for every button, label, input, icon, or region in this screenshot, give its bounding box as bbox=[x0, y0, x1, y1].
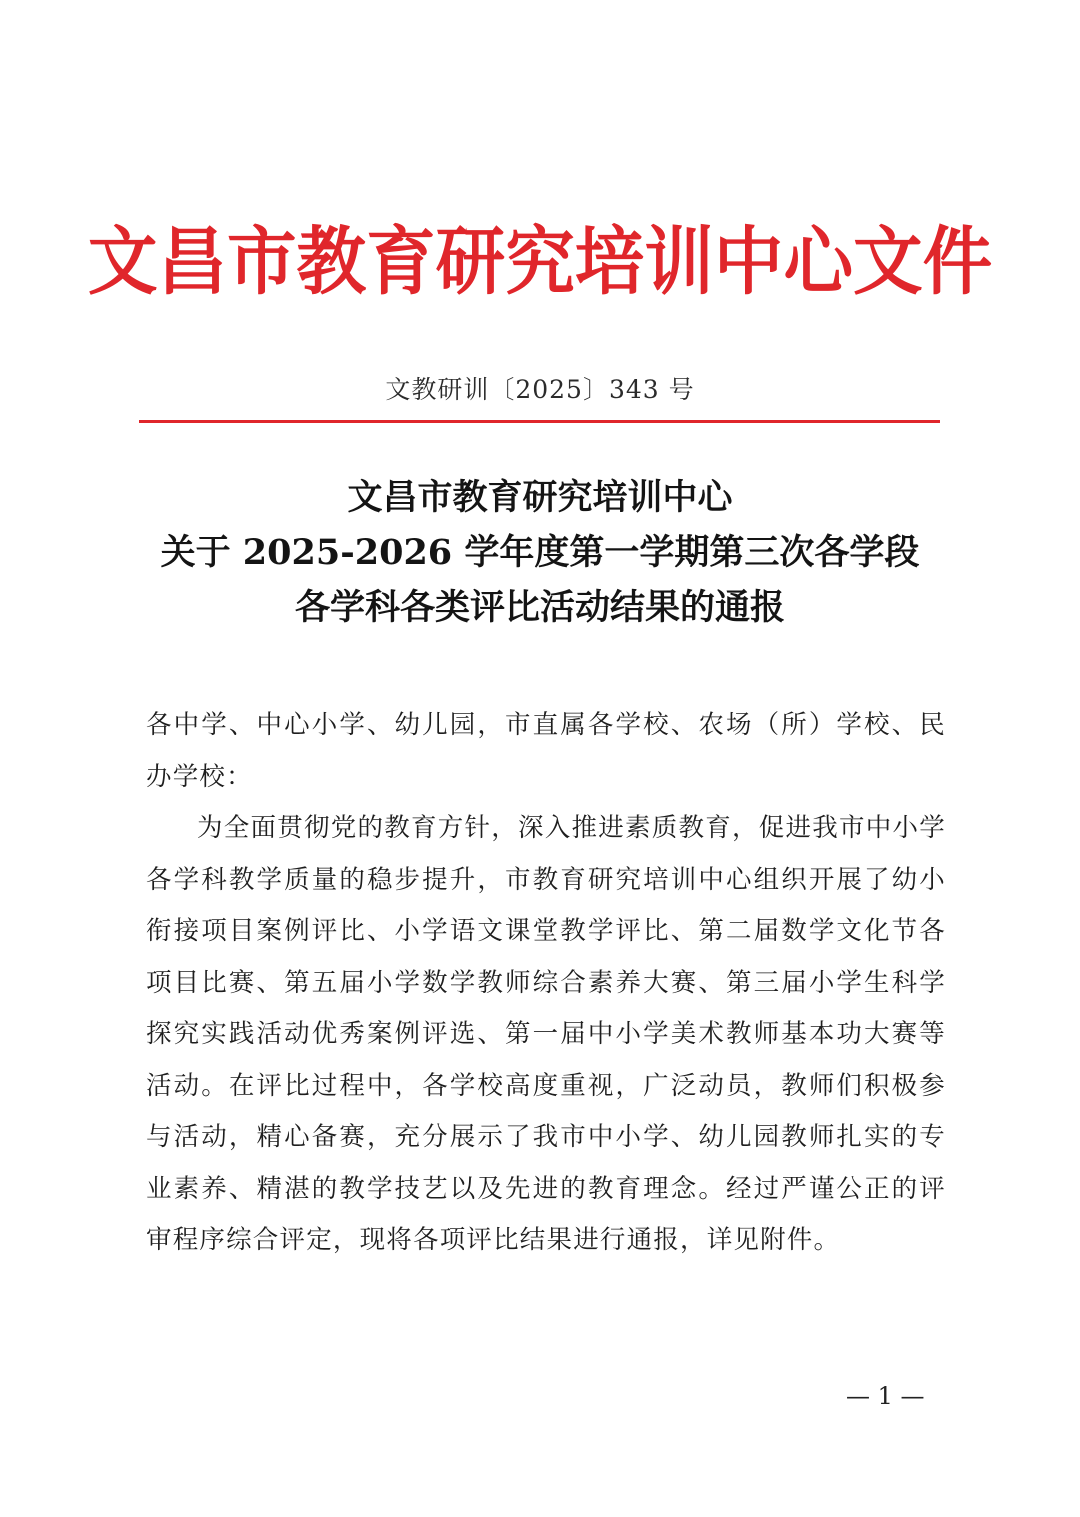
notice-title-line-3: 各学科各类评比活动结果的通报 bbox=[294, 587, 785, 628]
document-number: 文教研训〔2025〕343 号 bbox=[385, 375, 695, 404]
body-paragraph: 为全面贯彻党的教育方针，深入推进素质教育，促进我市中小学各学科教学质量的稳步提升，市教育研究培训中心组织开展了幼小衔接项目案例评比、小学语文课堂教学评比、第二届数学文化节各项目比赛、第五届小学数学教师综合素养大赛、第三届小学生科学探究实践活动优秀案例评选、第一届中小学美术教师基本功大赛等活动。在评比过程中，各学校高度重视，广泛动员，教师们积极参与活动，精心备赛，充分展示了我市中小学、幼儿园教师扎实的专业素养、精湛的教学技艺以及先进的教育理念。经过严谨公正的评审程序综合评定，现将各项评比结果进行通报，详见附件。 bbox=[146, 813, 946, 1255]
salutation: 各中学、中心小学、幼儿园，市直属各学校、农场（所）学校、民办学校： bbox=[146, 710, 946, 792]
red-divider bbox=[139, 420, 940, 423]
body-text bbox=[146, 700, 946, 1267]
notice-title-line-1: 文昌市教育研究培训中心 bbox=[347, 477, 733, 518]
header-title: 文昌市教育研究培训中心文件 bbox=[87, 219, 993, 305]
notice-title-line-2: 关于 2025-2026 学年度第一学期第三次各学段 bbox=[160, 532, 920, 573]
page-number: — 1 — bbox=[846, 1382, 925, 1410]
notice-title bbox=[0, 470, 1080, 635]
